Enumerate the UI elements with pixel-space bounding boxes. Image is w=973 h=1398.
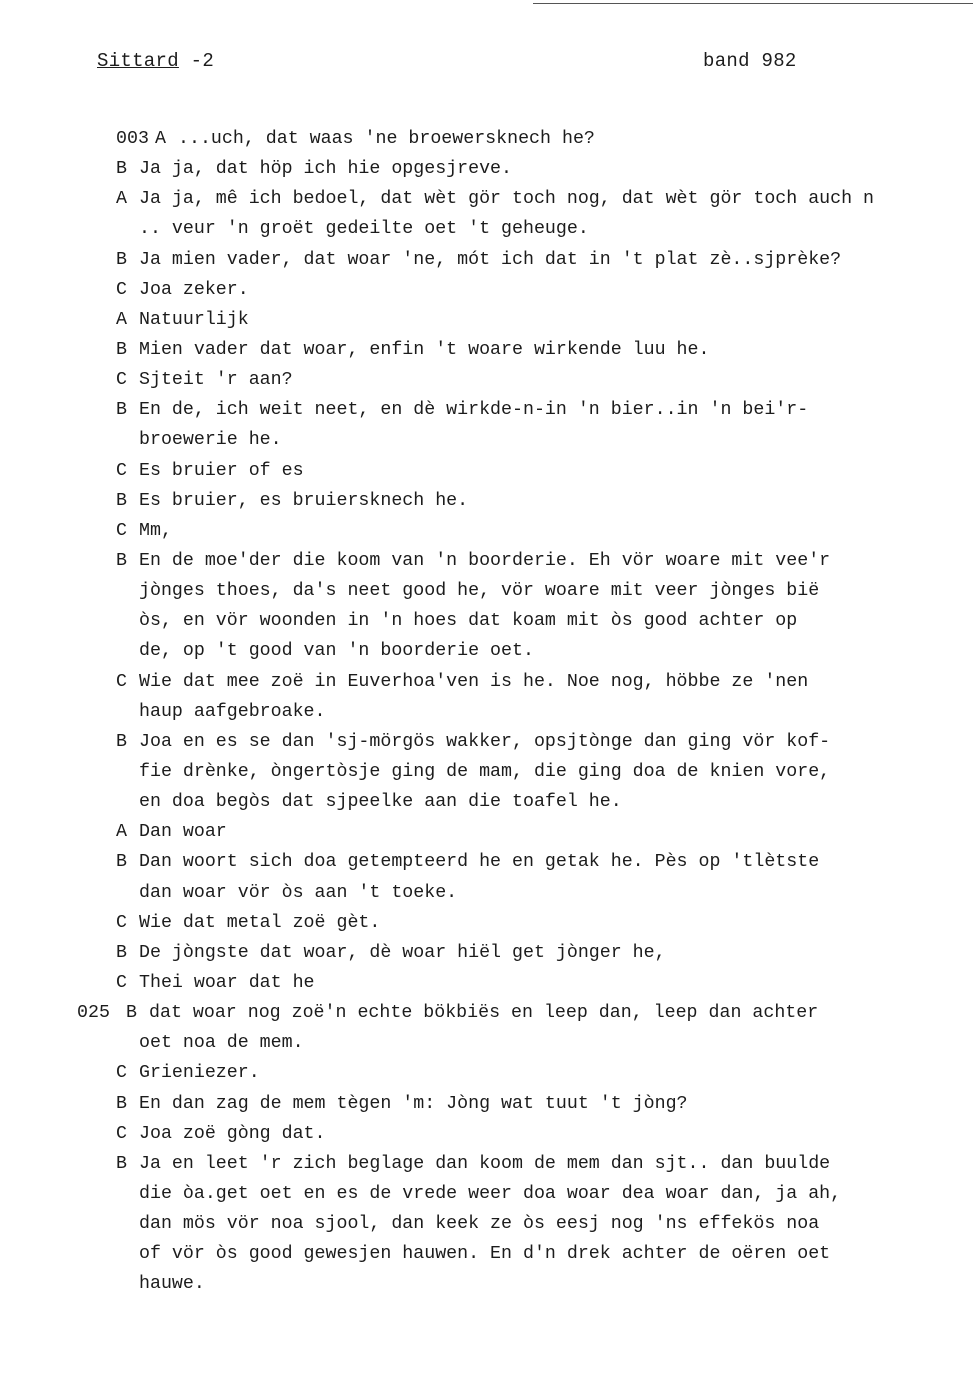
header-band: band 982 bbox=[703, 50, 797, 72]
line-text: die òa.get oet en es de vrede weer doa woar dea woar dan, ja ah, bbox=[139, 1183, 842, 1204]
page-suffix: -2 bbox=[178, 50, 215, 72]
speaker-label: A bbox=[116, 309, 127, 330]
speaker-label: B bbox=[116, 490, 127, 511]
line-text: Joa zoë gòng dat. bbox=[139, 1123, 326, 1144]
transcript-line bbox=[0, 425, 973, 455]
transcript-line bbox=[0, 636, 973, 666]
top-rule bbox=[533, 3, 973, 4]
transcript-line bbox=[0, 908, 973, 938]
transcript-line bbox=[0, 365, 973, 395]
line-text: hauwe. bbox=[139, 1274, 205, 1295]
line-text: ...uch, dat waas 'ne broewersknech he? bbox=[178, 129, 595, 149]
transcript-line bbox=[0, 305, 973, 335]
line-text: dat woar nog zoë'n echte bökbiës en leep dan, leep dan achter bbox=[149, 1003, 819, 1024]
transcript-line bbox=[0, 456, 973, 486]
line-text: fie drènke, òngertòsje ging de mam, die ging doa de knien vore, bbox=[139, 761, 831, 782]
transcript-line bbox=[0, 335, 973, 365]
speaker-label: C bbox=[116, 671, 127, 692]
transcript-line bbox=[0, 245, 973, 275]
line-text: .. veur 'n groët gedeilte oet 't geheuge. bbox=[139, 219, 589, 240]
transcript-line bbox=[0, 697, 973, 727]
transcript-line bbox=[0, 1269, 973, 1299]
transcript-line bbox=[0, 727, 973, 757]
transcript-line bbox=[0, 817, 973, 847]
speaker-label: B bbox=[116, 1153, 127, 1174]
transcript-line bbox=[0, 1028, 973, 1058]
line-text: En dan zag de mem tègen 'm: Jòng wat tuut 't jòng? bbox=[139, 1093, 688, 1114]
transcript-line bbox=[0, 1179, 973, 1209]
speaker-label: B bbox=[116, 731, 127, 752]
transcript-line bbox=[0, 576, 973, 606]
line-text: Wie dat mee zoë in Euverhoa'ven is he. Noe nog, höbbe ze 'nen bbox=[139, 671, 809, 692]
transcript-line bbox=[0, 667, 973, 697]
line-text: en doa begòs dat sjpeelke aan die toafel he. bbox=[139, 792, 622, 813]
speaker-label: B bbox=[116, 400, 127, 421]
line-text: Wie dat metal zoë gèt. bbox=[139, 912, 381, 933]
transcript-line bbox=[0, 1089, 973, 1119]
line-text: Ja ja, dat höp ich hie opgesjreve. bbox=[139, 159, 512, 180]
speaker-label: C bbox=[116, 912, 127, 933]
line-text: En de, ich weit neet, en dè wirkde-n-in 'n bier..in 'n bei'r- bbox=[139, 400, 809, 421]
line-text: broewerie he. bbox=[139, 430, 282, 451]
line-text: Mien vader dat woar, enfin 't woare wirkende luu he. bbox=[139, 339, 710, 360]
line-text: of vör òs good gewesjen hauwen. En d'n drek achter de oëren oet bbox=[139, 1244, 831, 1265]
transcript-line bbox=[0, 214, 973, 244]
transcript-line bbox=[0, 878, 973, 908]
transcript-line bbox=[0, 998, 973, 1028]
line-text: Natuurlijk bbox=[139, 309, 249, 330]
line-text: oet noa de mem. bbox=[139, 1033, 304, 1054]
transcript-line bbox=[0, 938, 973, 968]
transcript-line bbox=[0, 1239, 973, 1269]
speaker-label: B bbox=[126, 1003, 137, 1024]
line-text: Ja en leet 'r zich beglage dan koom de mem dan sjt.. dan buulde bbox=[139, 1153, 831, 1174]
speaker-label: C bbox=[116, 972, 127, 993]
transcript-line bbox=[0, 968, 973, 998]
line-text: Ja mien vader, dat woar 'ne, mót ich dat in 't plat zè..sjprèke? bbox=[139, 249, 842, 270]
line-text: de, op 't good van 'n boorderie oet. bbox=[139, 641, 534, 662]
line-text: Es bruier, es bruiersknech he. bbox=[139, 490, 469, 511]
counter-number: 003 bbox=[116, 129, 149, 149]
line-text: dan woar vör òs aan 't toeke. bbox=[139, 882, 458, 903]
transcript-line bbox=[0, 1209, 973, 1239]
speaker-label: A bbox=[116, 189, 127, 210]
speaker-label: C bbox=[116, 279, 127, 300]
speaker-label: B bbox=[116, 159, 127, 180]
line-text: Mm, bbox=[139, 520, 172, 541]
speaker-label: B bbox=[116, 942, 127, 963]
speaker-label: A bbox=[116, 822, 127, 843]
line-text: òs, en vör woonden in 'n hoes dat koam mit òs good achter op bbox=[139, 611, 798, 632]
transcript-line bbox=[0, 275, 973, 305]
transcript-line bbox=[0, 486, 973, 516]
line-text: Joa zeker. bbox=[139, 279, 249, 300]
transcript bbox=[0, 124, 973, 1299]
speaker-label: C bbox=[116, 1063, 127, 1084]
transcript-line bbox=[0, 124, 973, 154]
line-text: dan mös vör noa sjool, dan keek ze òs eesj nog 'ns effekös noa bbox=[139, 1214, 820, 1235]
line-text: De jòngste dat woar, dè woar hiël get jònger he, bbox=[139, 942, 666, 963]
transcript-line bbox=[0, 154, 973, 184]
header-place bbox=[97, 50, 214, 72]
transcript-line bbox=[0, 395, 973, 425]
line-text: Dan woar bbox=[139, 822, 227, 843]
place-name: Sittard bbox=[97, 50, 179, 72]
speaker-label: C bbox=[116, 460, 127, 481]
line-text: Sjteit 'r aan? bbox=[139, 370, 293, 391]
transcript-line bbox=[0, 184, 973, 214]
line-text: Joa en es se dan 'sj-mörgös wakker, opsjtònge dan ging vör kof- bbox=[139, 731, 831, 752]
transcript-line bbox=[0, 1149, 973, 1179]
speaker-label: A bbox=[155, 129, 166, 149]
speaker-label: B bbox=[116, 339, 127, 360]
transcript-line bbox=[0, 1119, 973, 1149]
counter-number: 025 bbox=[77, 1003, 110, 1024]
transcript-line bbox=[0, 847, 973, 877]
line-text: jònges thoes, da's neet good he, vör woare mit veer jònges bië bbox=[139, 581, 820, 602]
speaker-label: C bbox=[116, 1123, 127, 1144]
transcript-line bbox=[0, 546, 973, 576]
line-text: Thei woar dat he bbox=[139, 972, 315, 993]
line-text: En de moe'der die koom van 'n boorderie. Eh vör woare mit vee'r bbox=[139, 550, 831, 571]
line-text: Es bruier of es bbox=[139, 460, 304, 481]
line-text: Grieniezer. bbox=[139, 1063, 260, 1084]
transcript-line bbox=[0, 787, 973, 817]
speaker-label: C bbox=[116, 370, 127, 391]
transcript-line bbox=[0, 1058, 973, 1088]
transcript-line bbox=[0, 757, 973, 787]
speaker-label: B bbox=[116, 852, 127, 873]
transcript-line bbox=[0, 516, 973, 546]
speaker-label: B bbox=[116, 1093, 127, 1114]
speaker-label: B bbox=[116, 249, 127, 270]
transcript-line bbox=[0, 606, 973, 636]
line-text: Ja ja, mê ich bedoel, dat wèt gör toch nog, dat wèt gör toch auch n bbox=[139, 189, 875, 210]
speaker-label: B bbox=[116, 550, 127, 571]
speaker-label: C bbox=[116, 520, 127, 541]
line-text: haup aafgebroake. bbox=[139, 701, 326, 722]
line-text: Dan woort sich doa getempteerd he en getak he. Pès op 'tlètste bbox=[139, 852, 820, 873]
